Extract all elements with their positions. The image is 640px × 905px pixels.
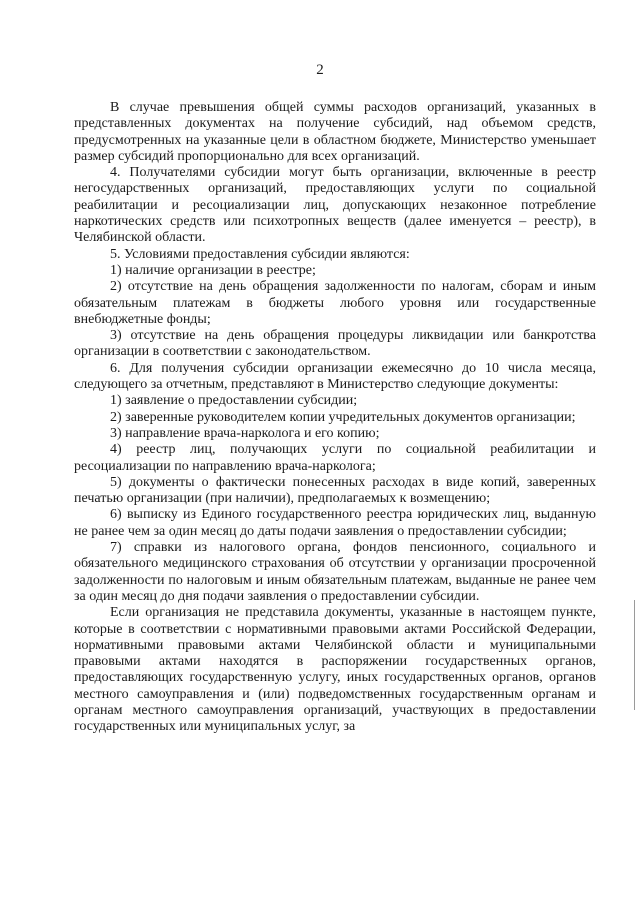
paragraph-5-conditions: 5. Условиями предоставления субсидии являются: (110, 246, 410, 262)
document-item-7: 7) справки из налогового органа, фондов пенсионного, социального и обязательного медицинского страхования об отсутствии у организации просроченной задолженности по налоговым и иным обязательным платежам, выданные не ранее чем за один месяц до дня подачи заявления о предоставлении субсидии. (74, 540, 596, 604)
condition-item-2: 2) отсутствие на день обращения задолженности по налогам, сборам и иным обязательным платежам в бюджеты любого уровня или государственные внебюджетные фонды; (74, 279, 596, 327)
paragraph-missing-documents: Если организация не представила документы, указанные в настоящем пункте, которые в соответствии с нормативными правовыми актами Российской Федерации, нормативными правовыми актами Челябинской области и муниципальными правовыми актами находятся в распоряжении государственных органов, предоставляющих государственную услугу, иных государственных органов, органов местного самоуправления и (или) подведомственных государственным органам и органам местного самоуправления организаций, участвующих в предоставлении государственных или муниципальных услуг, за (74, 605, 596, 735)
condition-item-1: 1) наличие организации в реестре; (110, 262, 316, 278)
document-item-1: 1) заявление о предоставлении субсидии; (110, 393, 358, 409)
document-item-3: 3) направление врача-нарколога и его копию; (110, 425, 380, 441)
document-item-5: 5) документы о фактически понесенных расходах в виде копий, заверенных печатью организации (при наличии), предполагаемых к возмещению; (74, 474, 596, 507)
document-item-2: 2) заверенные руководителем копии учредительных документов организации; (110, 409, 576, 425)
document-body (74, 100, 596, 736)
scan-edge-mark (634, 600, 635, 710)
paragraph-4-recipients: 4. Получателями субсидии могут быть организации, включенные в реестр негосударственных организаций, предоставляющих услуги по социальной реабилитации и ресоциализации лиц, допускающих незаконное потребление наркотических средств или психотропных веществ (далее именуется – реестр), в Челябинской области. (74, 165, 596, 246)
paragraph-6-documents: 6. Для получения субсидии организации ежемесячно до 10 числа месяца, следующего за отчетным, представляют в Министерство следующие документы: (74, 360, 596, 393)
document-item-6: 6) выписку из Единого государственного реестра юридических лиц, выданную не ранее чем за один месяц до даты подачи заявления о предоставлении субсидии; (74, 507, 596, 539)
condition-item-3: 3) отсутствие на день обращения процедуры ликвидации или банкротства организации в соответствии с законодательством. (74, 328, 596, 360)
page-number: 2 (316, 62, 324, 78)
document-item-4: 4) реестр лиц, получающих услуги по социальной реабилитации и ресоциализации по направлению врача-нарколога; (74, 442, 596, 474)
paragraph-subsidy-reduction: В случае превышения общей суммы расходов организаций, указанных в представленных документах на получение субсидий, над объемом средств, предусмотренных на указанные цели в областном бюджете, Министерство уменьшает размер субсидий пропорционально для всех организаций. (74, 100, 596, 164)
